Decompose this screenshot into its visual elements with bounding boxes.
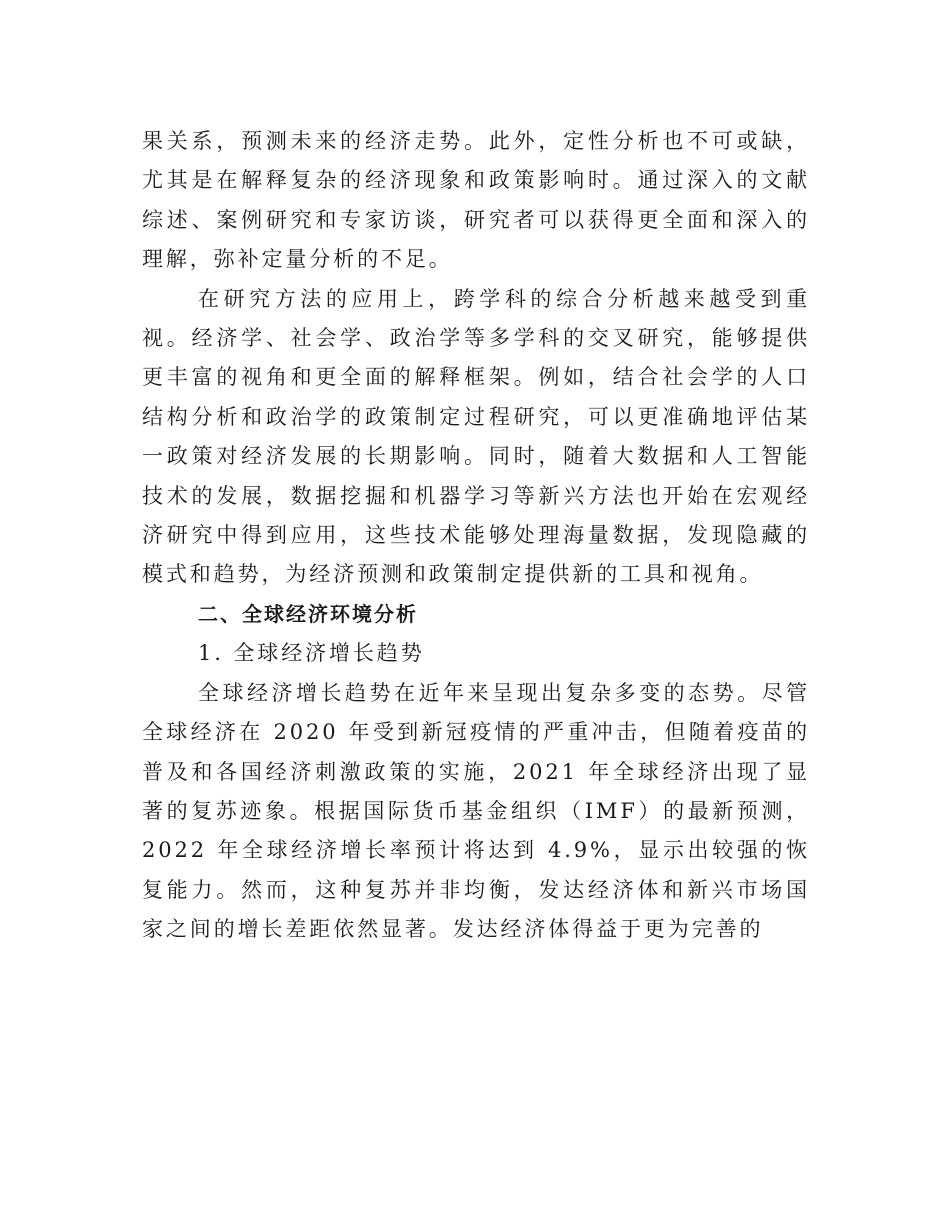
section-heading: 二、全球经济环境分析 bbox=[198, 601, 418, 626]
body-paragraph-1: 果关系，预测未来的经济走势。此外，定性分析也不可或缺，尤其是在解释复杂的经济现象和政策影响时。通过深入的文献综述、案例研究和专家访谈，研究者可以获得更全面和深入的理解，弥补定量分析的不足。 bbox=[142, 129, 810, 272]
document-page bbox=[142, 122, 810, 950]
body-paragraph-3: 全球经济增长趋势在近年来呈现出复杂多变的态势。尽管全球经济在 2020 年受到新冠疫情的严重冲击，但随着疫苗的普及和各国经济刺激政策的实施，2021 年全球经济出现了显著的复苏迹象。根据国际货币基金组织（IMF）的最新预测，2022 年全球经济增长率预计将达到 4.9%，显示出较强的恢复能力。然而，这种复苏并非均衡，发达经济体和新兴市场国家之间的增长差距依然显著。发达经济体得益于更为完善的 bbox=[142, 680, 810, 942]
subsection-heading: 1. 全球经济增长趋势 bbox=[198, 641, 425, 666]
body-paragraph-2: 在研究方法的应用上，跨学科的综合分析越来越受到重视。经济学、社会学、政治学等多学科的交叉研究，能够提供更丰富的视角和更全面的解释框架。例如，结合社会学的人口结构分析和政治学的政策制定过程研究，可以更准确地评估某一政策对经济发展的长期影响。同时，随着大数据和人工智能技术的发展，数据挖掘和机器学习等新兴方法也开始在宏观经济研究中得到应用，这些技术能够处理海量数据，发现隐藏的模式和趋势，为经济预测和政策制定提供新的工具和视角。 bbox=[142, 286, 810, 587]
